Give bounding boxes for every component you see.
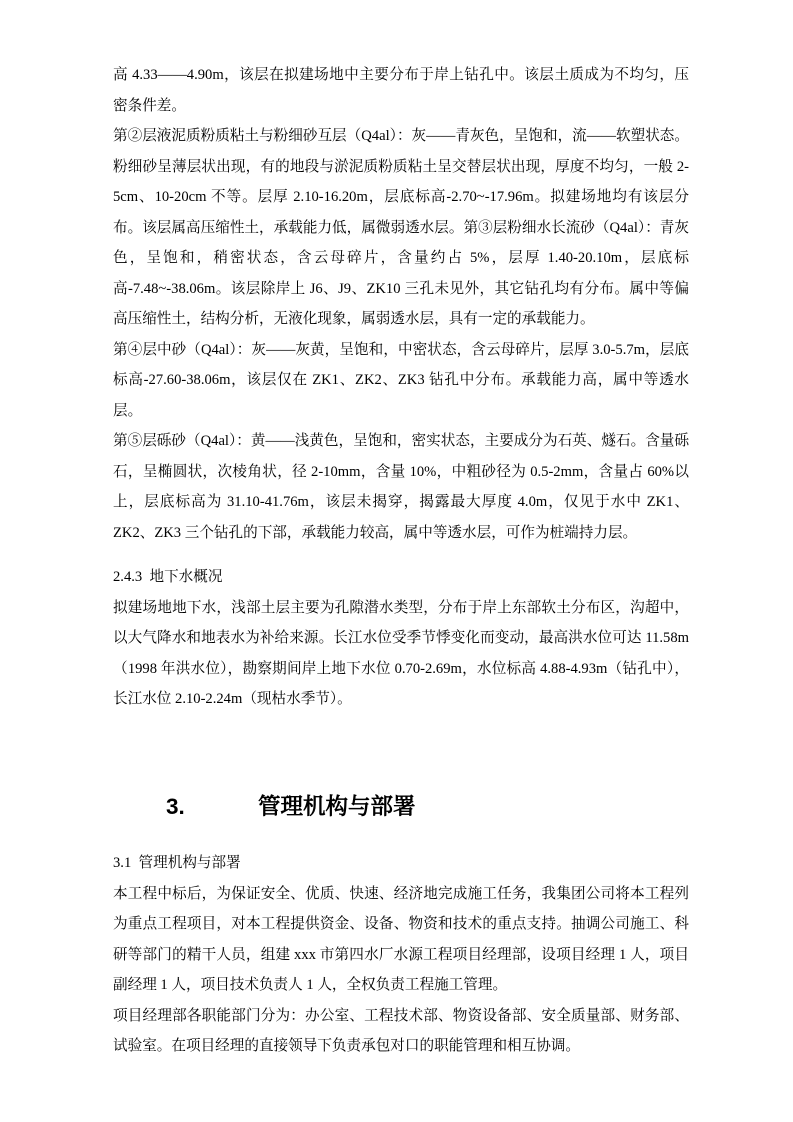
- chapter-title-3: 管理机构与部署: [258, 793, 416, 819]
- paragraph-management-1: 本工程中标后，为保证安全、优质、快速、经济地完成施工任务，我集团公司将本工程列为重点工程项目，对本工程提供资金、设备、物资和技术的重点支持。抽调公司施工、科研等部门的精干人员，组建 xxx 市第四水厂水源工程项目经理部，设项目经理 1 人，项目副经理 1 人，项目技术负责人 1 人，全权负责工程施工管理。: [113, 885, 689, 993]
- document-body: [113, 60, 689, 1062]
- paragraph-groundwater: 拟建场地地下水，浅部土层主要为孔隙潜水类型，分布于岸上东部软土分布区，沟超中，以大气降水和地表水为补给来源。长江水位受季节悸变化而变动，最高洪水位可达 11.58m（1998 年洪水位），勘察期间岸上地下水位 0.70-2.69m，水位标高 4.88-4.93m（钻孔中），长江水位 2.10-2.24m（现枯水季节）。: [113, 599, 689, 707]
- paragraph-soil-layer-1: 高 4.33——4.90m，该层在拟建场地中主要分布于岸上钻孔中。该层土质成为不均匀，压密条件差。: [113, 67, 689, 114]
- section-title-2-4-3: 地下水概况: [149, 569, 223, 585]
- paragraph-soil-layer-4: 第④层中砂（Q4al）：灰——灰黄，呈饱和，中密状态，含云母碎片，层厚 3.0-5.7m，层底标高-27.60-38.06m，该层仅在 ZK1、ZK2、ZK3 钻孔中分布。承载能力高，属中等透水层。: [113, 341, 689, 419]
- section-heading-3-1: [113, 848, 689, 879]
- spacer: [113, 715, 689, 737]
- chapter-number-3: 3.: [166, 793, 185, 819]
- paragraph-management-2: 项目经理部各职能部门分为：办公室、工程技术部、物资设备部、安全质量部、财务部、试验室。在项目经理的直接领导下负责承包对口的职能管理和相互协调。: [113, 1007, 689, 1054]
- paragraph-soil-layer-2: 第②层液泥质粉质粘土与粉细砂互层（Q4al）：灰——青灰色，呈饱和，流——软塑状态。粉细砂呈薄层状出现，有的地段与淤泥质粉质粘土呈交替层状出现，厚度不均匀，一般 2-5cm、10-20cm 不等。层厚 2.10-16.20m，层底标高-2.70~-17.96m。拟建场地均有该层分布。该层属高压缩性土，承载能力低，属微弱透水层。第③层粉细水长流砂（Q4al）：青灰色，呈饱和，稍密状态，含云母碎片，含量约占 5%，层厚 1.40-20.10m，层底标高-7.48~-38.06m。该层除岸上 J6、J9、ZK10 三孔未见外，其它钻孔均有分布。属中等偏高压缩性土，结构分析，无液化现象，属弱透水层，具有一定的承载能力。: [113, 128, 689, 327]
- paragraph-soil-layer-5: 第⑤层砾砂（Q4al）：黄——浅黄色，呈饱和，密实状态，主要成分为石英、燧石。含量砾石，呈椭圆状，次棱角状，径 2-10mm，含量 10%，中粗砂径为 0.5-2mm，含量占 60%以上，层底标高为 31.10-41.76m，该层未揭穿，揭露最大厚度 4.0m，仅见于水中 ZK1、ZK2、ZK3 三个钻孔的下部，承载能力较高，属中等透水层，可作为桩端持力层。: [113, 433, 689, 541]
- section-heading-2-4-3: [113, 562, 689, 593]
- chapter-heading-3: [113, 791, 689, 823]
- section-number-3-1: 3.1: [113, 855, 132, 871]
- section-number-2-4-3: 2.4.3: [113, 569, 143, 585]
- section-title-3-1: 管理机构与部署: [138, 855, 241, 871]
